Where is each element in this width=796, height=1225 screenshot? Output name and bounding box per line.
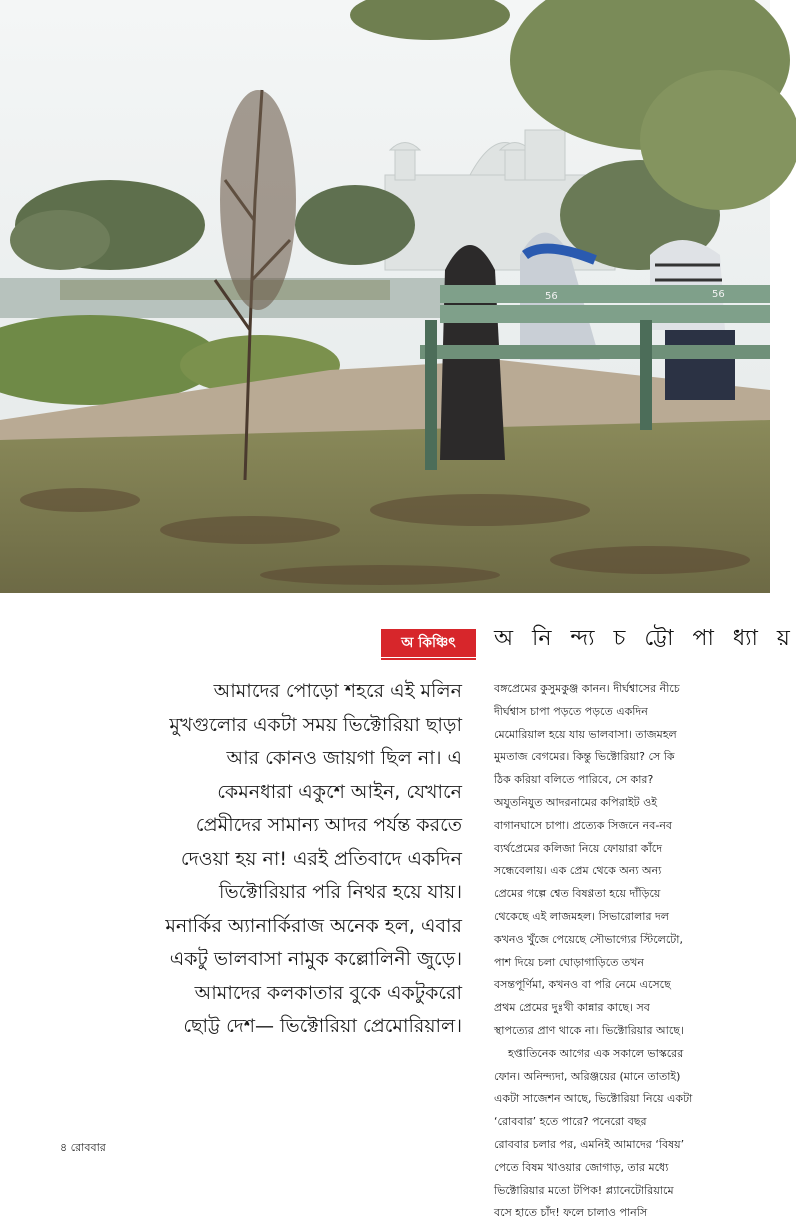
feature-photo [0, 0, 770, 593]
body-line: পাশ দিয়ে চলা ঘোড়াগাড়িতে তখন [494, 955, 644, 969]
standfirst-line: প্রেমীদের সামান্য আদর পর্যন্ত করতে [195, 814, 462, 836]
body-line: দীর্ঘশ্বাস চাপা পড়তে পড়তে একদিন [494, 704, 648, 718]
bench-number: 56 [545, 291, 558, 302]
body-line: সন্ধেবেলায়। এক প্রেম থেকে অন্য অন্য [494, 864, 662, 878]
bench-number: 56 [712, 289, 725, 300]
body-line: স্থাপত্যের প্রাণ থাকে না। ভিক্টোরিয়ার আছে। [494, 1023, 684, 1037]
body-line: ঠিক করিয়া বলিতে পারিবে, সে কার? [494, 773, 654, 787]
standfirst-line: ছোট্ট দেশ— ভিক্টোরিয়া প্রেমোরিয়াল। [183, 1015, 462, 1037]
standfirst-line: দেওয়া হয় না! এরই প্রতিবাদে একদিন [180, 847, 462, 870]
page-folio: ৪ রোববার [60, 1141, 106, 1154]
body-line: প্রথম প্রেমের দুঃখী কান্নার কাছে। সব [494, 1001, 650, 1015]
standfirst-line: কেমনধারা একুশে আইন, যেখানে [217, 780, 462, 803]
body-line: একটা সাজেশন আছে, ভিক্টোরিয়া নিয়ে একটা [494, 1092, 693, 1106]
standfirst-line: মনার্কির অ্যানার্কিরাজ অনেক হল, এবার [165, 914, 462, 937]
body-line: ‘রোববার’ হতে পারে? পনেরো বছর [494, 1115, 647, 1129]
standfirst-line: আর কোনও জায়গা ছিল না। এ [226, 747, 462, 769]
standfirst-line: আমাদের পোড়ো শহরে এই মলিন [213, 680, 462, 702]
body-line: ভিক্টোরিয়ার মতো টপিক! প্ল্যানেটোরিয়ামে [494, 1183, 674, 1197]
body-line: থেকেছে এই লাজমহল। সিভারোলার দল [494, 909, 669, 923]
victoria-memorial-photo [0, 0, 770, 593]
section-tag: অ কিঞ্চিৎ [381, 629, 476, 657]
standfirst-line: আমাদের কলকাতার বুকে একটুকরো [194, 981, 462, 1004]
body-line: বসন্তপূর্ণিমা, কখনও বা পরি নেমে এসেছে [494, 978, 671, 992]
body-line: বাগানঘাসে চাপা। প্রত্যেক সিজনে নব-নব [494, 818, 673, 832]
body-line: রোববার চলার পর, এমনিই আমাদের ‘বিষয়’ [494, 1137, 685, 1151]
body-line: হপ্তাতিনেক আগের এক সকালে ভাস্করের [508, 1046, 684, 1060]
author-name: অ নি ন্দ্য চ ট্টো পা ধ্যা য় [494, 626, 796, 651]
body-line: বসে হাতে চাঁদ! ফলে চালাও পানসি [494, 1206, 648, 1220]
standfirst [60, 675, 462, 1044]
body-line: কখনও খুঁজে পেয়েছে সৌভাগ্যের স্টিলেটো, [494, 932, 683, 946]
body-line: ব্যর্থপ্রেমের কলিজা নিয়ে ফোয়ারা কাঁদে [494, 841, 663, 855]
section-tag-rule [381, 658, 476, 660]
body-line: ফোন। অনিন্দ্যদা, অরিঞ্জয়ের (মানে তাতাই) [494, 1069, 681, 1083]
body-line: প্রেমের গল্পে শ্বেত বিষণ্ণতা হয়ে দাঁড়িয়ে [494, 887, 661, 901]
standfirst-line: ভিক্টোরিয়ার পরি নিথর হয়ে যায়। [219, 881, 462, 903]
standfirst-line: মুখগুলোর একটা সময় ভিক্টোরিয়া ছাড়া [169, 713, 462, 736]
body-line: পেতে বিষম খাওয়ার জোগাড়, তার মধ্যে [494, 1160, 669, 1174]
body-line: বঙ্গপ্রেমের কুসুমকুঞ্জ কানন। দীর্ঘশ্বাসের নীচে [494, 682, 680, 695]
article-body [494, 678, 764, 1225]
body-line: অযুতনিযুত আদরনামের কপিরাইট ওই [494, 795, 657, 809]
body-line: মেমোরিয়াল হয়ে যায় ভালবাসা। তাজমহল [494, 727, 677, 741]
body-line: মুমতাজ বেগমের। কিন্তু ভিক্টোরিয়া? সে কি [494, 750, 675, 764]
standfirst-line: একটু ভালবাসা নামুক কল্লোলিনী জুড়ে। [169, 948, 462, 970]
